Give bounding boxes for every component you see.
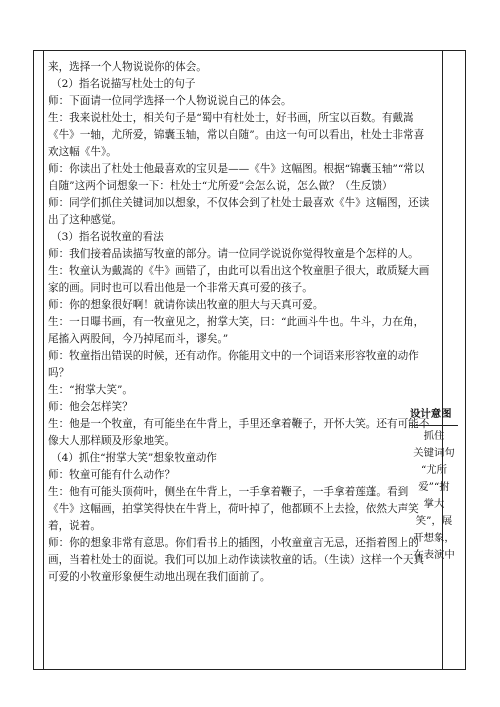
paragraph: 师：我们接着品读描写牧童的部分。请一位同学说说你觉得牧童是个怎样的人。 xyxy=(48,248,419,260)
paragraph: 生：一日曝书画，有一牧童见之，拊掌大笑，曰：“此画斗牛也。牛斗，力在角，尾搐入两股间，今乃掉尾而斗，谬矣。” xyxy=(48,316,425,345)
paragraph: 师：牧童可能有什么动作？ xyxy=(48,469,176,481)
paragraph: 师：你读出了杜处士他最喜欢的宝贝是——《牛》这幅图。根据“锦囊玉轴”“常以自随”这两个词想象一下：杜处士“尤所爱”会怎么说，怎么做？（生反馈） xyxy=(48,163,425,192)
paragraph: 生：“拊掌大笑”。 xyxy=(48,384,133,396)
design-intent-heading: 设计意图 xyxy=(410,408,452,420)
paragraph: 生：他是一个牧童，有可能坐在牛背上，手里还拿着鞭子，开怀大笑。还有可能不像大人那样顾及形象地笑。 xyxy=(48,418,430,447)
paragraph: 师：下面请一位同学选择一个人物说说自己的体会。 xyxy=(48,95,292,107)
paragraph: 生：我来说杜处士，相关句子是“蜀中有杜处士，好书画，所宝以百数。有戴嵩《牛》一轴，尤所爱，锦囊玉轴，常以自随”。由这一句可以看出，杜处士非常喜欢这幅《牛》。 xyxy=(48,112,425,158)
design-intent-line: 掌大 xyxy=(423,498,445,510)
design-intent-line: 笑”，展 xyxy=(415,515,453,527)
lesson-text xyxy=(48,59,432,586)
lesson-table xyxy=(33,50,466,670)
design-intent-line: 爱”“拊 xyxy=(418,481,450,493)
design-intent-line: 抓住 xyxy=(423,430,445,442)
paragraph: 师：牧童指出错误的时候，还有动作。你能用文中的一个词语来形容牧童的动作吗？ xyxy=(48,350,419,379)
paragraph: 师：同学们抓住关键词加以想象，不仅体会到了杜处士最喜欢《牛》这幅图，还读出了这种感觉。 xyxy=(48,197,430,226)
paragraph: 生：他有可能头顶荷叶，侧坐在牛背上，一手拿着鞭子，一手拿着莲蓬。看到《牛》这幅画，拍掌笑得快在牛背上，荷叶掉了，他都顾不上去捡，依然大声笑着，说着。 xyxy=(48,486,419,532)
left-margin-column xyxy=(34,51,44,669)
paragraph: 师：你的想象很好啊！就请你读出牧童的胆大与天真可爱。 xyxy=(48,299,324,311)
paragraph: （4）抓住“拊掌大笑”想象牧童动作 xyxy=(51,452,217,464)
design-intent-line: 在表演中 xyxy=(413,549,455,561)
paragraph: 生：牧童认为戴嵩的《牛》画错了，由此可以看出这个牧童胆子很大，敢质疑大画家的画。同时也可以看出他是一个非常天真可爱的孩子。 xyxy=(48,265,430,294)
divider xyxy=(409,425,458,426)
paragraph: （3）指名说牧童的看法 xyxy=(51,231,164,243)
design-intent-note xyxy=(410,406,458,564)
design-intent-line: “尤所 xyxy=(420,464,448,476)
design-intent-line: 关键词句 xyxy=(413,447,455,459)
paragraph: 来，选择一个人物说说你的体会。 xyxy=(48,61,207,73)
main-content-column xyxy=(44,51,443,669)
design-intent-column xyxy=(443,51,465,669)
design-intent-line: 开想象， xyxy=(413,532,455,544)
paragraph: 师：你的想象非常有意思。你们看书上的插图，小牧童童言无忌，还指着图上的画，当着杜处士的面说。我们可以加上动作读读牧童的话。（生读）这样一个天真可爱的小牧童形象便生动地出现在我们面前了。 xyxy=(48,537,425,583)
paragraph: （2）指名说描写杜处士的句子 xyxy=(51,78,196,90)
paragraph: 师：他会怎样笑？ xyxy=(48,401,133,413)
